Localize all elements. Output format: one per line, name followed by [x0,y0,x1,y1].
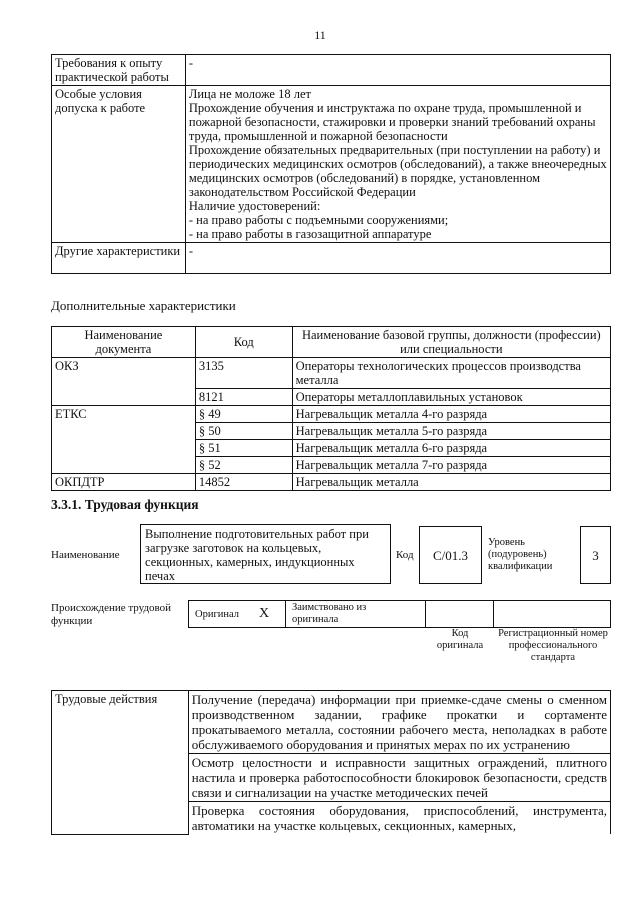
cell-name: Нагревальщик металла 6-го разряда [292,440,610,457]
requirement-line: - на право работы в газозащитной аппаратуре [188,227,432,241]
function-code-label: Код [396,549,414,561]
table-row [52,406,611,423]
function-name-text: Выполнение подготовительных работ при загрузке заготовок на кольцевых, секционных, камерных, индукционных печах [145,527,369,583]
cell-name: Операторы технологических процессов производства металла [292,358,610,389]
table-row [52,474,611,491]
cell-code: § 49 [195,406,292,423]
action-item: Получение (передача) информации при приемке-сдаче смены о сменном производственном задании, графике прокатки и сортаменте прокатываемого металла, состоянии рабочего места, неполадках в работе обслуживаемого оборудования и принятых мерах по их устранению [188,691,610,754]
header-code: Код [195,327,292,358]
table-row [52,55,611,86]
function-level-value [580,526,611,584]
origin-reg-caption: Регистрационный номер профессионального стандарта [498,628,608,663]
requirement-line: Наличие удостоверений: [188,199,321,213]
cell-document: ОКПДТР [52,474,196,491]
table-row [52,691,611,754]
cell-name: Нагревальщик металла 7-го разряда [292,457,610,474]
additional-table [51,326,611,491]
action-item: Осмотр целостности и исправности защитных ограждений, плитного настила и проверка работоспособности блокировок безопасности, средств связи и сигнализации на участке методических печей [188,754,610,802]
cell-document: ОКЗ [52,358,196,406]
cell-name: Операторы металлоплавильных установок [292,389,610,406]
cell-code: § 50 [195,423,292,440]
cell-name: Нагревальщик металла [292,474,610,491]
origin-code-cell [425,600,494,628]
origin-code-caption: Код оригинала [436,628,484,651]
requirement-value [185,86,610,243]
header-name: Наименование базовой группы, должности (профессии) или специальности [292,327,610,358]
requirement-line: - на право работы с подъемными сооружениями; [188,213,449,227]
additional-title: Дополнительные характеристики [51,298,236,313]
table-row [52,86,611,243]
function-name-value [140,524,391,584]
origin-original-cell [188,600,286,628]
table-row [52,358,611,389]
requirement-value: - [185,243,610,274]
cell-name: Нагревальщик металла 4-го разряда [292,406,610,423]
cell-code: 8121 [195,389,292,406]
requirement-label: Особые условия допуска к работе [52,86,186,243]
requirement-line: Прохождение обязательных предварительных (при поступлении на работу) и периодических медицинских осмотров (обследований), а также внеочередных медицинских осмотров (обследований) в порядке, установленном законодательством Российской Федерации [188,143,607,199]
cell-name: Нагревальщик металла 5-го разряда [292,423,610,440]
requirement-label: Требования к опыту практической работы [52,55,186,86]
actions-table [51,690,611,835]
action-item: Проверка состояния оборудования, приспособлений, инструмента, автоматики на участке кольцевых, секционных, камерных, [188,802,610,835]
origin-label: Происхождение трудовой функции [51,602,172,627]
origin-original-mark: X [259,606,270,621]
cell-code: § 51 [195,440,292,457]
origin-borrowed-label: Заимствовано из оригинала [292,602,367,625]
requirement-value: - [185,55,610,86]
cell-code: § 52 [195,457,292,474]
header-document: Наименование документа [52,327,196,358]
cell-document: ЕТКС [52,406,196,474]
function-name-label: Наименование [51,549,120,561]
requirement-line: Лица не моложе 18 лет [188,87,311,101]
requirements-table [51,54,611,274]
requirement-line: Прохождение обучения и инструктажа по охране труда, промышленной и пожарной безопасности, стажировки и проверки знаний требований охраны труда, промышленной и пожарной безопасности [188,101,596,143]
cell-code: 3135 [195,358,292,389]
function-code-text: C/01.3 [432,548,469,563]
origin-borrowed-cell [285,600,426,628]
section-title: 3.3.1. Трудовая функция [51,497,199,512]
requirement-label: Другие характеристики [52,243,186,274]
actions-label: Трудовые действия [52,691,189,835]
cell-code: 14852 [195,474,292,491]
table-header-row [52,327,611,358]
origin-original-label: Оригинал [195,609,239,620]
page-number: 11 [314,28,326,42]
function-code-value [419,526,482,584]
function-level-label: Уровень (подуровень) квалификации [488,537,553,572]
table-row [52,243,611,274]
origin-reg-cell [493,600,611,628]
function-level-text: 3 [592,548,599,563]
